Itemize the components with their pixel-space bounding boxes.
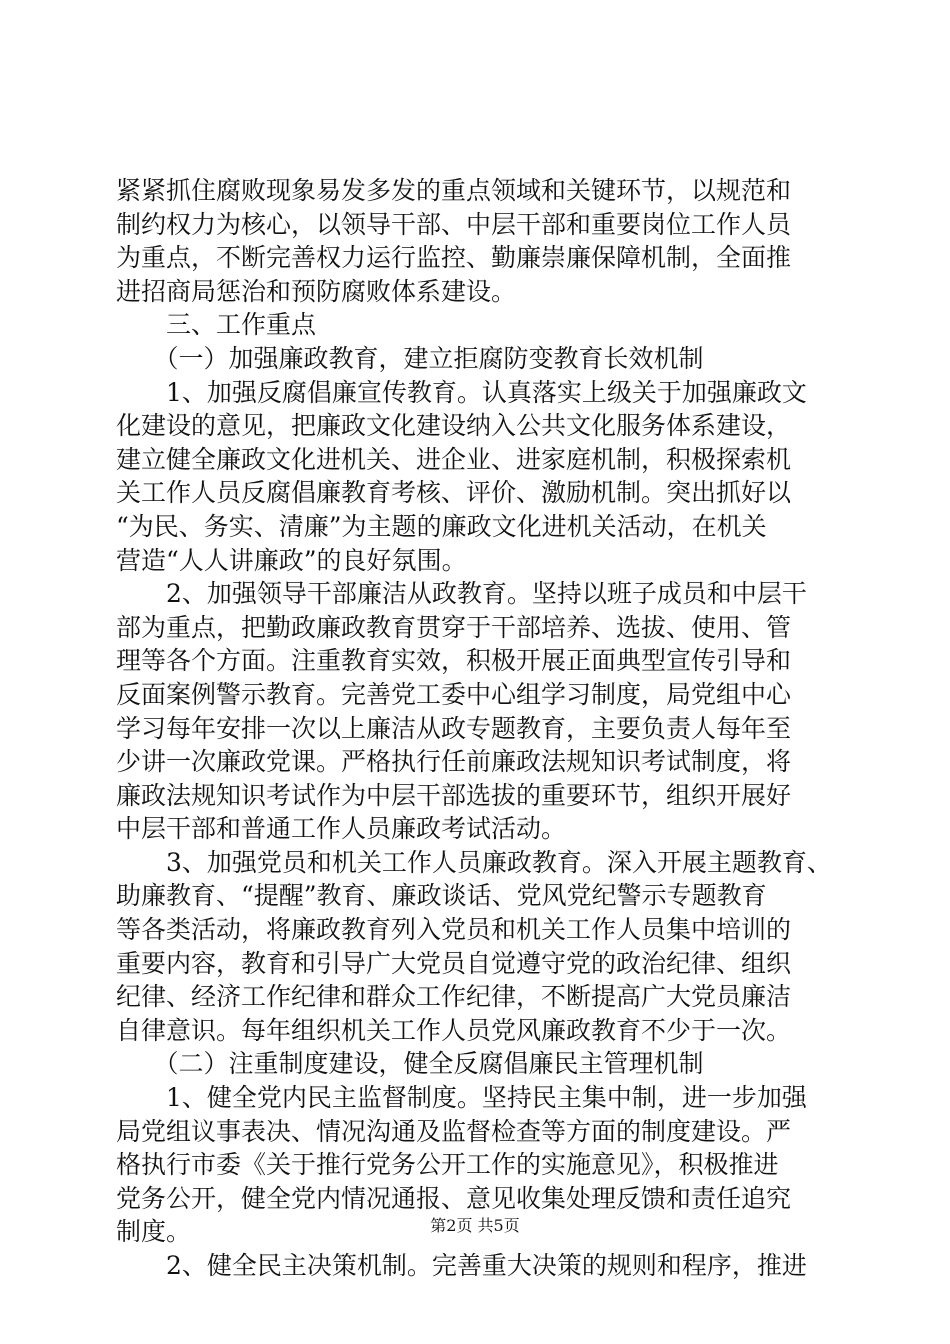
text-line: 营造“人人讲廉政”的良好氛围。	[116, 545, 467, 575]
page-footer: 第2页 共5页	[430, 1216, 520, 1235]
text-line: 中层干部和普通工作人员廉政考试活动。	[116, 814, 567, 844]
text-line: 等各类活动，将廉政教育列入党员和机关工作人员集中培训的	[116, 915, 792, 945]
text-line: 纪律、经济工作纪律和群众工作纪律，不断提高广大党员廉洁	[116, 982, 792, 1012]
text-line: 为重点，不断完善权力运行监控、勤廉崇廉保障机制，全面推	[116, 243, 792, 273]
text-line: 自律意识。每年组织机关工作人员党风廉政教育不少于一次。	[116, 1015, 792, 1045]
text-line: 廉政法规知识考试作为中层干部选拔的重要环节，组织开展好	[116, 780, 792, 810]
text-line: 2、健全民主决策机制。完善重大决策的规则和程序，推进	[116, 1251, 807, 1280]
text-line: 三、工作重点	[116, 310, 317, 340]
text-line: 建立健全廉政文化进机关、进企业、进家庭机制，积极探索机	[116, 444, 792, 474]
text-line: 1、加强反腐倡廉宣传教育。认真落实上级关于加强廉政文	[116, 377, 807, 407]
text-line: 理等各个方面。注重教育实效，积极开展正面典型宣传引导和	[116, 646, 792, 676]
text-line: “为民、务实、清廉”为主题的廉政文化进机关活动，在机关	[116, 511, 767, 541]
text-line: 制约权力为核心，以领导干部、中层干部和重要岗位工作人员	[116, 209, 792, 239]
text-line: 2、加强领导干部廉洁从政教育。坚持以班子成员和中层干	[116, 579, 807, 609]
text-line: 化建设的意见，把廉政文化建设纳入公共文化服务体系建设，	[116, 411, 792, 441]
text-line: 1、健全党内民主监督制度。坚持民主集中制，进一步加强	[116, 1083, 807, 1113]
text-line: 进招商局惩治和预防腐败体系建设。	[116, 276, 517, 306]
text-line: 重要内容，教育和引导广大党员自觉遵守党的政治纪律、组织	[116, 948, 792, 978]
text-line: 学习每年安排一次以上廉洁从政专题教育，主要负责人每年至	[116, 713, 792, 743]
text-line: （二）注重制度建设，健全反腐倡廉民主管理机制	[116, 1049, 704, 1079]
text-line: 紧紧抓住腐败现象易发多发的重点领域和关键环节，以规范和	[116, 176, 792, 205]
text-line: 制度。	[116, 1217, 192, 1247]
text-line: 3、加强党员和机关工作人员廉政教育。深入开展主题教育、	[116, 847, 832, 877]
text-line: 格执行市委《关于推行党务公开工作的实施意见》，积极推进	[116, 1150, 779, 1180]
text-line: 少讲一次廉政党课。严格执行任前廉政法规知识考试制度，将	[116, 747, 792, 777]
text-line: 部为重点，把勤政廉政教育贯穿于干部培养、选拔、使用、管	[116, 612, 792, 642]
text-line: 关工作人员反腐倡廉教育考核、评价、激励机制。突出抓好以	[116, 478, 792, 508]
text-line: 局党组议事表决、情况沟通及监督检查等方面的制度建设。严	[116, 1116, 792, 1146]
body-text	[116, 174, 836, 1283]
text-line: （一）加强廉政教育，建立拒腐防变教育长效机制	[116, 343, 704, 373]
text-line: 反面案例警示教育。完善党工委中心组学习制度，局党组中心	[116, 679, 792, 709]
text-line: 助廉教育、“提醒”教育、廉政谈话、党风党纪警示专题教育	[116, 881, 767, 911]
text-line: 党务公开，健全党内情况通报、意见收集处理反馈和责任追究	[116, 1183, 792, 1213]
